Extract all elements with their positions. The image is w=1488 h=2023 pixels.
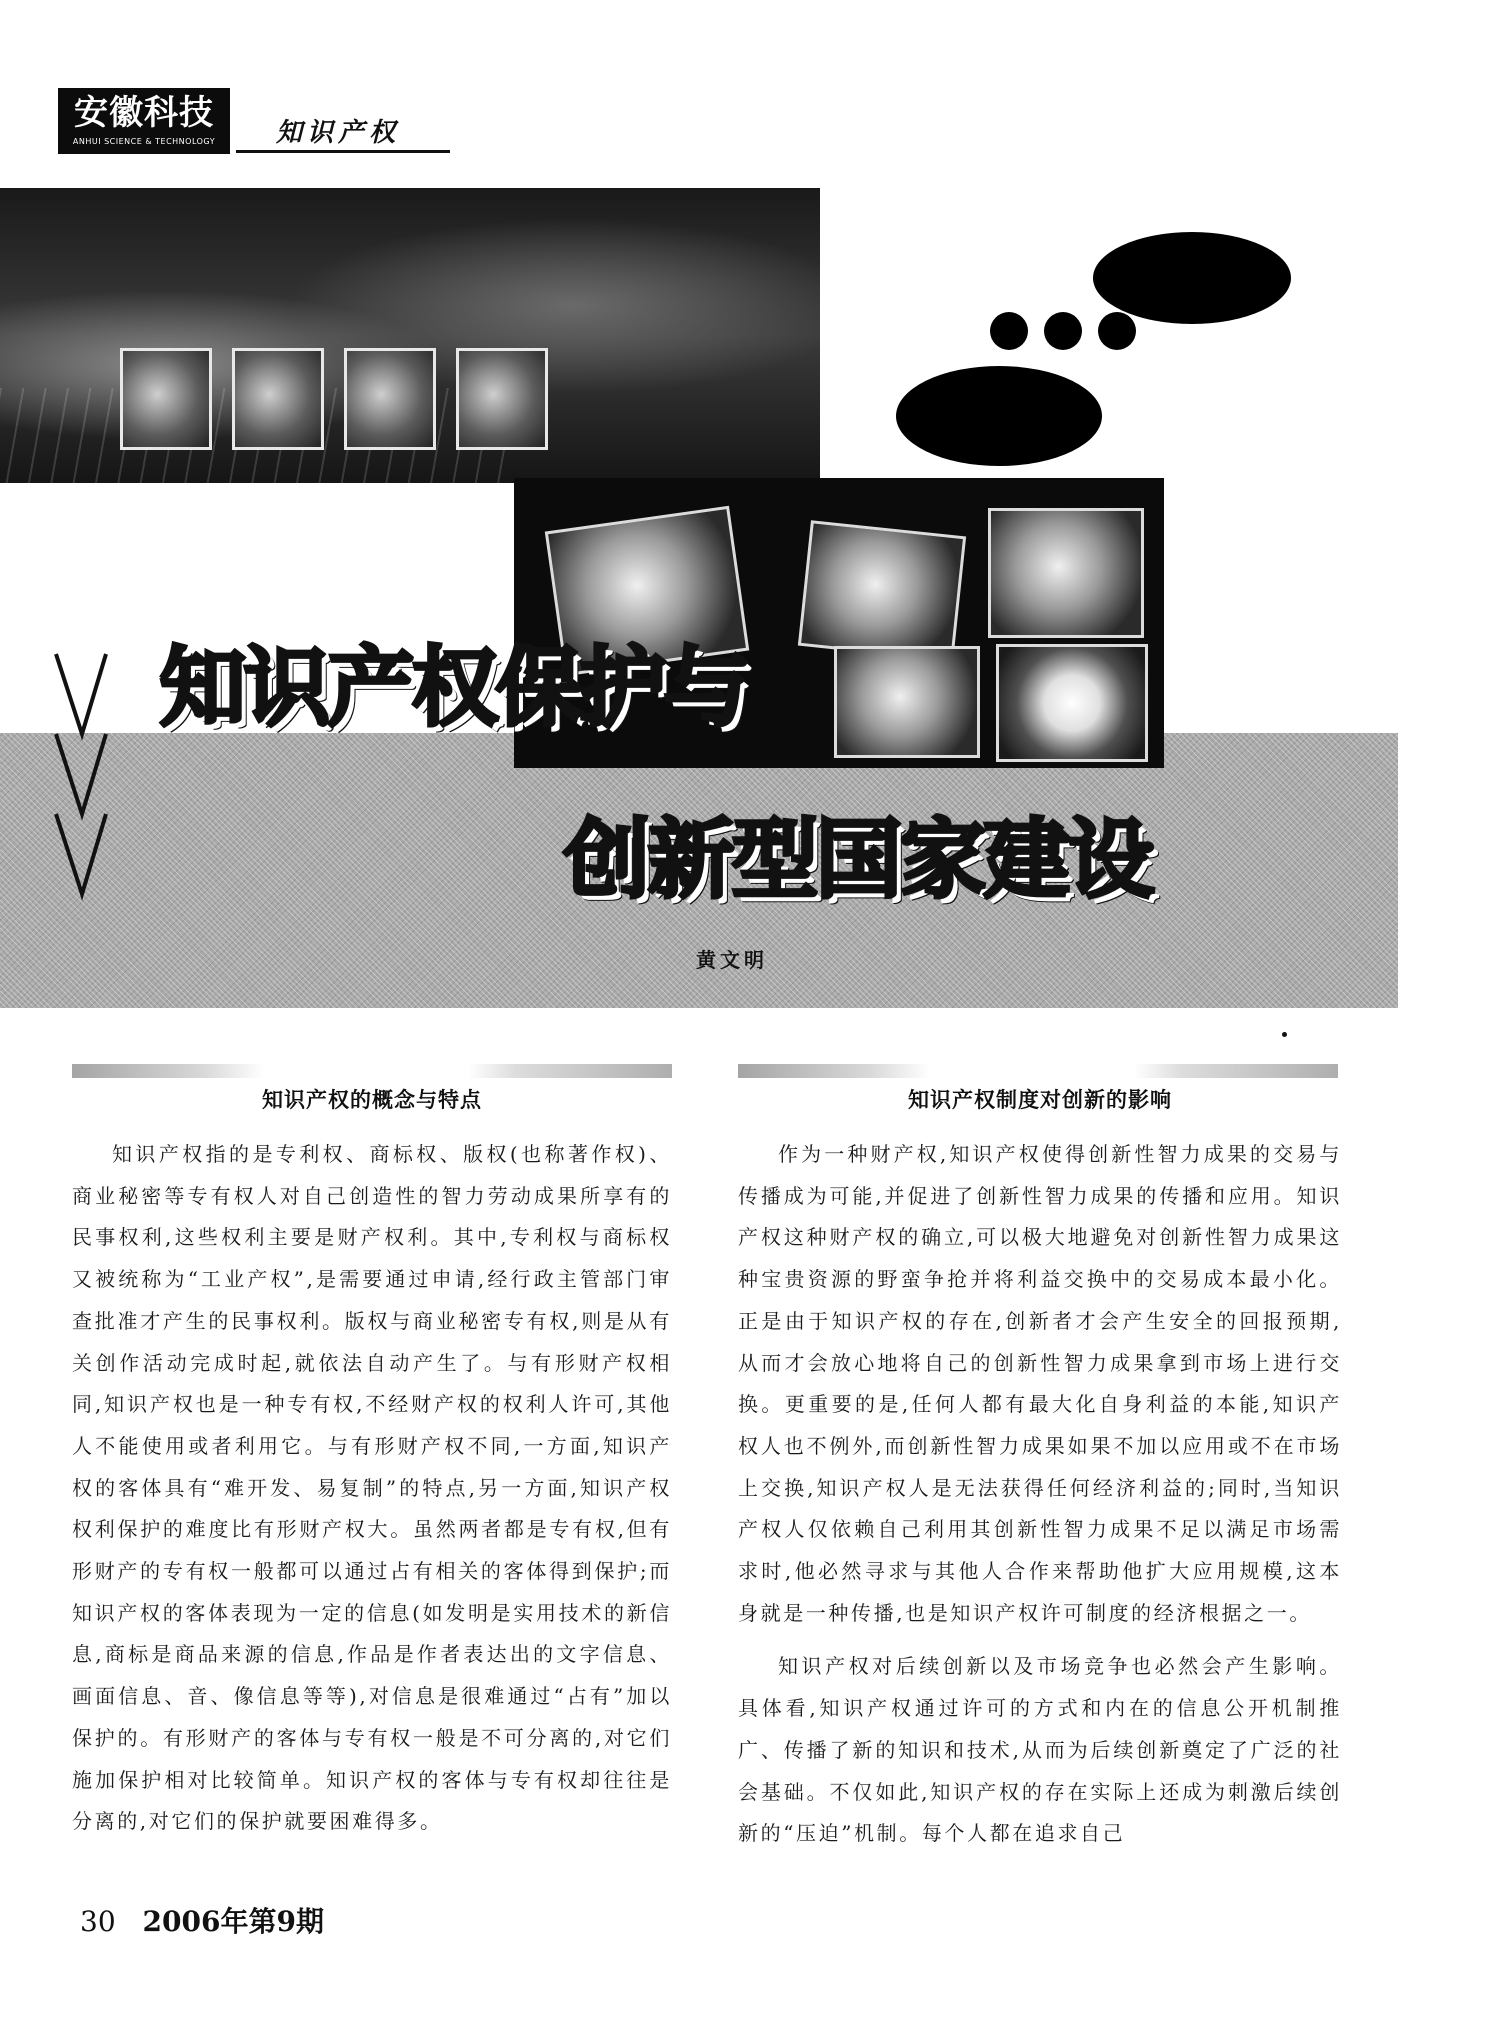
body-paragraph: 作为一种财产权,知识产权使得创新性智力成果的交易与传播成为可能,并促进了创新性智力成果的传播和应用。知识产权这种财产权的确立,可以极大地避免对创新性智力成果这种宝贵资源的野蛮争抢并将利益交换中的交易成本最小化。正是由于知识产权的存在,创新者才会产生安全的回报预期,从而才会放心地将自己的创新性智力成果拿到市场上进行交换。更重要的是,任何人都有最大化自身利益的本能,知识产权人也不例外,而创新性智力成果如果不加以应用或不在市场上交换,知识产权人是无法获得任何经济利益的;同时,当知识产权人仅依赖自己利用其创新性智力成果不足以满足市场需求时,他必然寻求与其他人合作来帮助他扩大应用规模,这本身就是一种传播,也是知识产权许可制度的经济根据之一。 bbox=[738, 1142, 1342, 1625]
page-footer bbox=[80, 1900, 324, 1940]
hero-thumbnail-image bbox=[344, 348, 436, 450]
logo-title: 安徽科技 bbox=[74, 93, 214, 133]
left-column bbox=[72, 1064, 672, 1843]
article-title-line1: 知识产权保护与 bbox=[160, 638, 748, 738]
decorative-dot bbox=[1044, 312, 1082, 350]
journal-logo bbox=[58, 88, 230, 154]
decorative-dot bbox=[1098, 312, 1136, 350]
decorative-dot bbox=[990, 312, 1028, 350]
collage-photo bbox=[988, 508, 1144, 638]
decorative-ellipse bbox=[1093, 232, 1291, 324]
hero-thumbnail-image bbox=[120, 348, 212, 450]
body-paragraph: 知识产权指的是专利权、商标权、版权(也称著作权)、商业秘密等专有权人对自己创造性的智力劳动成果所享有的民事权利,这些权利主要是财产权利。其中,专利权与商标权又被统称为“工业产权”,是需要通过申请,经行政主管部门审查批准才产生的民事权利。版权与商业秘密专有权,则是从有关创作活动完成时起,就依法自动产生了。与有形财产权相同,知识产权也是一种专有权,不经财产权的权利人许可,其他人不能使用或者利用它。与有形财产权不同,一方面,知识产权的客体具有“难开发、易复制”的特点,另一方面,知识产权权利保护的难度比有形财产权大。虽然两者都是专有权,但有形财产的专有权一般都可以通过占有相关的客体得到保护;而知识产权的客体表现为一定的信息(如发明是实用技术的新信息,商标是商品来源的信息,作品是作者表达出的文字信息、画面信息、音、像信息等等),对信息是很难通过“占有”加以保护的。有形财产的客体与专有权一般是不可分离的,对它们施加保护相对比较简单。知识产权的客体与专有权却往往是分离的,对它们的保护就要困难得多。 bbox=[72, 1142, 672, 1834]
logo-subtitle: ANHUI SCIENCE & TECHNOLOGY bbox=[72, 137, 216, 146]
section-label: 知识产权 bbox=[276, 118, 401, 148]
masthead-rule bbox=[236, 150, 450, 153]
article-title-line2: 创新型国家建设 bbox=[564, 810, 1152, 910]
hero-thumbnail-image bbox=[456, 348, 548, 450]
rotary-phone-photo bbox=[996, 644, 1148, 762]
hero-thumbnail-image bbox=[232, 348, 324, 450]
print-speck bbox=[1282, 1032, 1287, 1037]
collage-photo bbox=[834, 646, 980, 758]
body-paragraph: 知识产权对后续创新以及市场竞争也必然会产生影响。具体看,知识产权通过许可的方式和内在的信息公开机制推广、传播了新的知识和技术,从而为后续创新奠定了广泛的社会基础。不仅如此,知识产权的存在实际上还成为刺激后续创新的“压迫”机制。每个人都在追求自己 bbox=[738, 1654, 1342, 1846]
section-heading: 知识产权制度对创新的影响 bbox=[908, 1088, 1172, 1112]
section-bar bbox=[738, 1064, 1338, 1078]
page-number: 30 bbox=[80, 1905, 116, 1938]
issue-label: 2006年第9期 bbox=[142, 1905, 324, 1938]
chevron-arrows-icon bbox=[52, 650, 112, 930]
right-column bbox=[738, 1064, 1342, 1855]
collage-photo bbox=[798, 520, 966, 662]
article-author: 黄文明 bbox=[696, 948, 768, 972]
section-heading: 知识产权的概念与特点 bbox=[262, 1088, 482, 1112]
section-bar bbox=[72, 1064, 672, 1078]
decorative-ellipse bbox=[896, 366, 1102, 466]
